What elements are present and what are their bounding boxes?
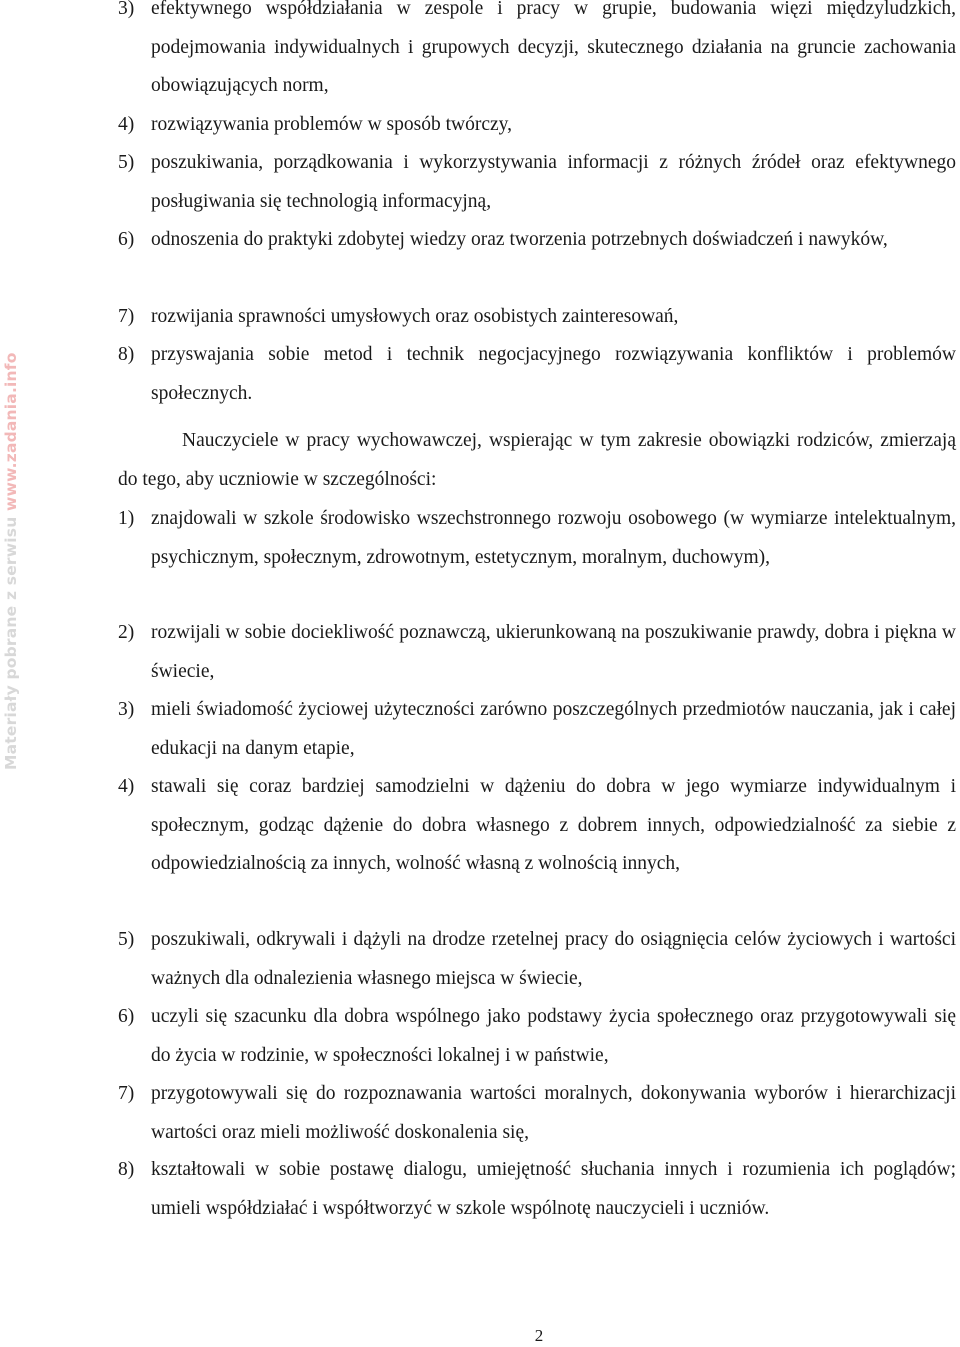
list-item-number: 6) — [118, 1006, 135, 1027]
list-item-number: 4) — [118, 776, 135, 797]
list-item-text: przyswajania sobie metod i technik negocjacyjnego rozwiązywania konfliktów i problemów społecznych. — [151, 344, 956, 404]
list-item-number: 1) — [118, 508, 135, 529]
list-item-text: efektywnego współdziałania w zespole i pracy w grupie, budowania więzi międzyludzkich, podejmowania indywidualnych i grupowych decyzji, skutecznego działania na gruncie zachowania obowiązujących norm, — [151, 0, 956, 96]
list-item-text: przygotowywali się do rozpoznawania wartości moralnych, dokonywania wyborów i hierarchizacji wartości oraz mieli możliwość doskonalenia się, — [151, 1083, 956, 1143]
list-item — [118, 500, 956, 577]
list-item — [118, 614, 956, 691]
list-item-text: uczyli się szacunku dla dobra wspólnego jako podstawy życia społecznego oraz przygotowywali się do życia w rodzinie, w społeczności lokalnej i w państwie, — [151, 1006, 956, 1066]
list-item-text: rozwiązywania problemów w sposób twórczy, — [151, 114, 513, 135]
list-item — [118, 768, 956, 884]
list-item-number: 2) — [118, 622, 135, 643]
list-item — [118, 336, 956, 413]
list-item-number: 5) — [118, 929, 135, 950]
list-item-text: rozwijania sprawności umysłowych oraz osobistych zainteresowań, — [151, 306, 679, 327]
list-item-number: 4) — [118, 114, 135, 135]
watermark-prefix: Materiały pobrane z serwisu — [2, 510, 20, 770]
list-item — [118, 1075, 956, 1152]
list-item — [118, 921, 956, 998]
list-item-number: 8) — [118, 1159, 135, 1180]
intro-paragraph: Nauczyciele w pracy wychowawczej, wspierając w tym zakresie obowiązki rodziców, zmierzają do tego, aby uczniowie w szczególności: — [118, 430, 956, 490]
list-item — [118, 144, 956, 221]
list-item — [118, 106, 956, 145]
list-item-number: 7) — [118, 1083, 135, 1104]
list-item-text: odnoszenia do praktyki zdobytej wiedzy oraz tworzenia potrzebnych doświadczeń i nawyków, — [151, 229, 888, 250]
page-number: 2 — [534, 1326, 544, 1345]
list-item-number: 5) — [118, 152, 135, 173]
list-item-number: 7) — [118, 306, 135, 327]
list-item — [118, 691, 956, 768]
list-item-text: poszukiwania, porządkowania i wykorzystywania informacji z różnych źródeł oraz efektywnego posługiwania się technologią informacyjną, — [151, 152, 956, 212]
list-item-text: rozwijali w sobie dociekliwość poznawczą, ukierunkowaną na poszukiwanie prawdy, dobra i piękna w świecie, — [151, 622, 956, 682]
list-item — [118, 1151, 956, 1228]
list-item — [118, 298, 956, 337]
list-item-number: 3) — [118, 699, 135, 720]
list-item-number: 3) — [118, 0, 135, 19]
list-item — [118, 0, 956, 106]
watermark — [2, 352, 24, 770]
list-item-number: 8) — [118, 344, 135, 365]
list-item — [118, 221, 956, 260]
list-item-text: znajdowali w szkole środowisko wszechstronnego rozwoju osobowego (w wymiarze intelektualnym, psychicznym, społecznym, zdrowotnym, estetycznym, moralnym, duchowym), — [151, 508, 956, 568]
list-item-text: poszukiwali, odkrywali i dążyli na drodze rzetelnej pracy do osiągnięcia celów życiowych i wartości ważnych dla odnalezienia własnego miejsca w świecie, — [151, 929, 956, 989]
list-item-text: kształtowali w sobie postawę dialogu, umiejętność słuchania innych i rozumienia ich poglądów; umieli współdziałać i współtworzyć w szkole wspólnotę nauczycieli i uczniów. — [151, 1159, 956, 1219]
list-item-text: mieli świadomość życiowej użyteczności zarówno poszczególnych przedmiotów nauczania, jak i całej edukacji na danym etapie, — [151, 699, 956, 759]
list-item — [118, 998, 956, 1075]
list-item-number: 6) — [118, 229, 135, 250]
list-item-text: stawali się coraz bardziej samodzielni w dążeniu do dobra w jego wymiarze indywidualnym i społecznym, godząc dążenie do dobra własnego z dobrem innych, odpowiedzialność za siebie z odpowiedzialnością za innych, wolność własną z wolnością innych, — [151, 776, 956, 874]
watermark-link[interactable]: www.zadania.info — [2, 352, 20, 511]
